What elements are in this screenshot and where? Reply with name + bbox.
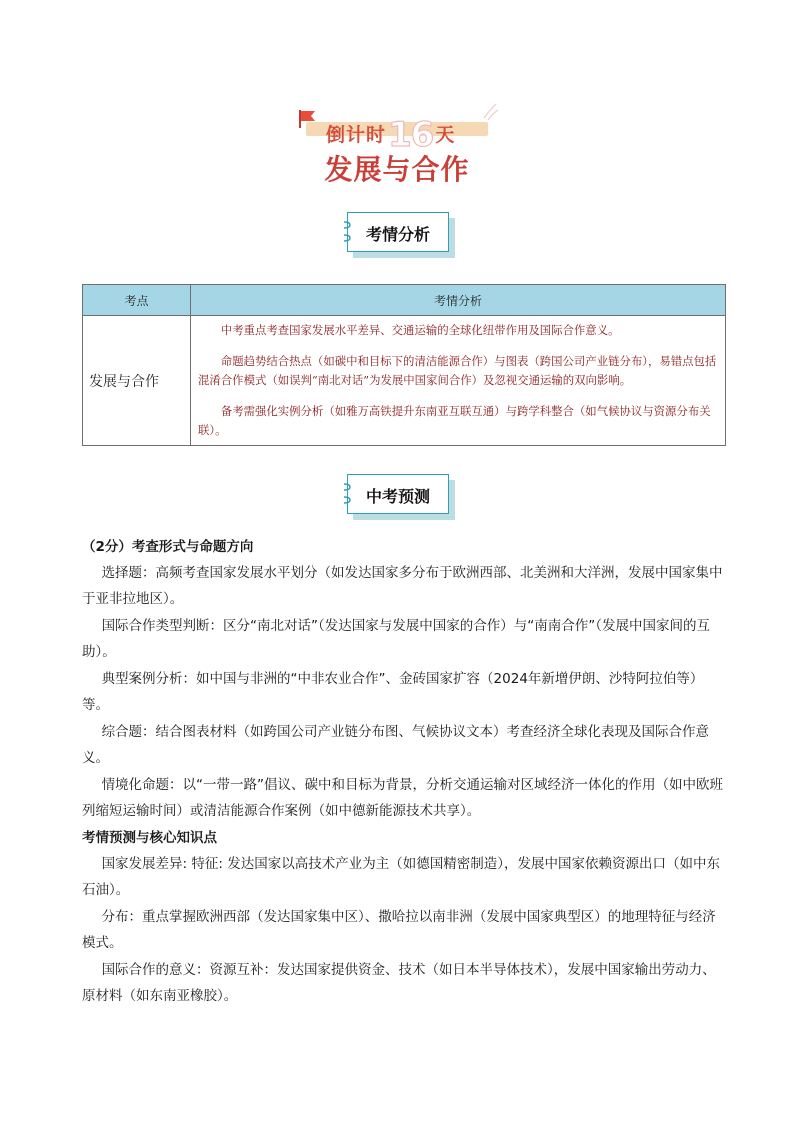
flag-icon: [296, 108, 318, 130]
content-paragraph: 国际合作的意义：资源互补：发达国家提供资金、技术（如日本半导体技术），发展中国家输出劳动力、原材料（如东南亚橡胶）。: [82, 962, 716, 1004]
content-paragraph: 选择题：高频考查国家发展水平划分（如发达国家多分布于欧洲西部、北美洲和大洋洲，发展中国家集中于亚非拉地区）。: [82, 565, 723, 607]
analysis-table: [82, 284, 726, 446]
sparkle-icon: [480, 100, 500, 122]
countdown-text: [326, 110, 456, 155]
topic-cell: 发展与合作: [83, 316, 191, 446]
countdown-number: 16: [388, 115, 434, 155]
content-paragraph: 情境化命题：以“一带一路”倡议、碳中和目标为背景，分析交通运输对区域经济一体化的作用（如中欧班列缩短运输时间）或清洁能源合作案例（如中德新能源技术共享）。: [82, 777, 724, 819]
section-label: 考情分析: [365, 225, 430, 244]
content-paragraph: 典型案例分析：如中国与非洲的“中非农业合作”、金砖国家扩容（2024年新增伊朗、沙特阿拉伯等）等。: [82, 671, 704, 713]
analysis-paragraph: 备考需强化实例分析（如雅万高铁提升东南亚互联互通）与跨学科整合（如气候协议与资源分布关联）。: [198, 404, 711, 437]
content-heading: （2分）考查形式与命题方向: [82, 539, 254, 555]
table-header-row: [83, 285, 726, 316]
table-header-analysis: 考情分析: [191, 285, 726, 316]
content-paragraph: 综合题：结合图表材料（如跨国公司产业链分布图、气候协议文本）考查经济全球化表现及国际合作意义。: [82, 724, 710, 766]
table-row: [83, 316, 726, 446]
countdown-banner: [296, 100, 500, 155]
section-label: 中考预测: [365, 487, 430, 506]
countdown-prefix: 倒计时: [326, 124, 387, 146]
page-title: 发展与合作: [324, 153, 470, 186]
content-paragraph: 国家发展差异: 特征: 发达国家以高技术产业为主（如德国精密制造），发展中国家依赖资源出口（如中东石油）。: [82, 856, 720, 898]
section-heading-prediction: [347, 474, 449, 514]
countdown-suffix: 天: [435, 124, 456, 146]
prediction-content: [82, 534, 726, 1010]
analysis-paragraph: 命题趋势结合热点（如碳中和目标下的清洁能源合作）与图表（跨国公司产业链分布），易错点包括混淆合作模式（如误判“南北对话”为发展中国家间合作）及忽视交通运输的双向影响。: [198, 354, 717, 387]
analysis-cell: [191, 316, 726, 446]
table-header-topic: 考点: [83, 285, 191, 316]
content-paragraph: 分布：重点掌握欧洲西部（发达国家集中区）、撒哈拉以南非洲（发展中国家典型区）的地理特征与经济模式。: [82, 909, 716, 951]
content-paragraph: 国际合作类型判断：区分“南北对话”（发达国家与发展中国家的合作）与“南南合作”（发展中国家间的互助）。: [82, 618, 711, 660]
content-heading: 考情预测与核心知识点: [82, 830, 217, 846]
section-heading-analysis: [347, 212, 449, 252]
analysis-paragraph: 中考重点考查国家发展水平差异、交通运输的全球化纽带作用及国际合作意义。: [220, 323, 620, 337]
